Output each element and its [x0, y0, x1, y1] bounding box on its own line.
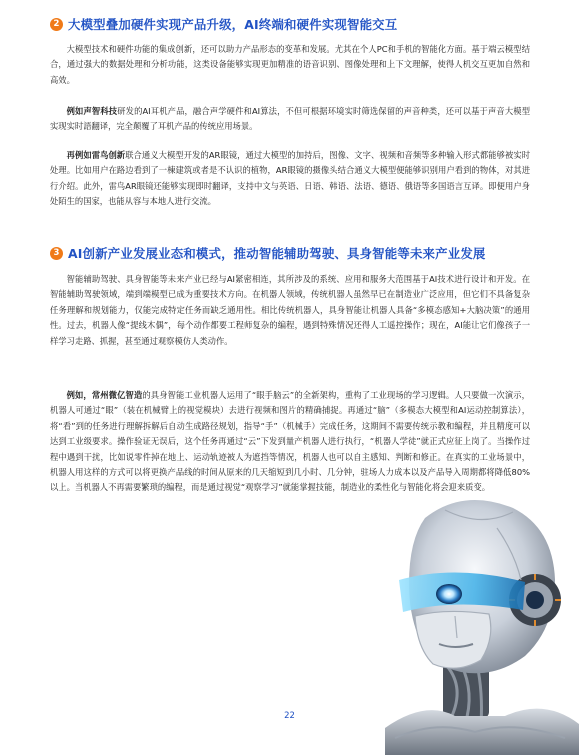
paragraph-text: 智能辅助驾驶、具身智能等未来产业已经与AI紧密相连，其所涉及的系统、应用和服务大范围基于AI技术进行设计和开发。在智能辅助驾驶领域，端到端模型已成为重要技术方向。在机器人领域，传统机器人虽然早已在制造业广泛应用，但它们不具备复杂任务理解和规划能力，仅能完成特定任务而缺乏通用性。相比传统机器人，具身智能让机器人具备“多模态感知+大脑决策”的通用性。过去，机器人像“提线木偶”，每个动作都要工程师复杂的编程，遇到特殊情况还得人工遥控操作；现在，AI能让它们像孩子一样学习走路、抓握，甚至通过观察模仿人类动作。: [50, 274, 530, 346]
paragraph-text: 联合通义大模型开发的AR眼镜，通过大模型的加持后，图像、文字、视频和音频等多种输入形式都能够被实时处理。比如用户在路边看到了一棟建筑或者是不认识的植物，AR眼镜的摄像头结合通义大模型便能够识别用户看到的物体，对其进行介绍。此外，雷鸟AR眼镜还能够实现即时翻译，支持中文与英语、日语、韩语、法语、德语、俄语等多国语言互译。即便用户身处陌生的国家，也能从容与本地人进行交流。: [50, 150, 530, 207]
paragraph-text: 大模型技术和硬件功能的集成创新，还可以助力产品形态的变革和发展。尤其在个人PC和手机的智能化方面。基于端云模型结合，通过强大的数据处理和分析功能，这类设备能够实现更加精准的语音识别、图像处理和上下文理解，使得人机交互更加自然和高效。: [50, 44, 530, 85]
section-3-title: AI创新产业发展业态和模式，推动智能辅助驾驶、具身智能等未来产业发展: [68, 246, 486, 261]
section-2-paragraph-2: [50, 104, 530, 135]
highlight-company: 例如，常州微亿智造: [66, 390, 143, 400]
section-3-heading: [50, 244, 486, 262]
highlight-company: 例如声智科技: [66, 106, 118, 116]
section-2-heading: [50, 15, 397, 33]
highlight-company: 再例如雷鸟创新: [66, 150, 126, 160]
section-number-badge: 3: [50, 247, 63, 260]
section-2-paragraph-1: [50, 42, 530, 88]
section-2-paragraph-3: [50, 148, 530, 210]
section-3-paragraph-2: [50, 388, 530, 496]
section-number-badge: 2: [50, 18, 63, 31]
page-number: 22: [284, 711, 295, 721]
section-2-title: 大模型叠加硬件实现产品升级，AI终端和硬件实现智能交互: [68, 17, 398, 32]
paragraph-text: 的具身智能工业机器人运用了“眼手脑云”的全新架构，重构了工业现场的学习逻辑。人只要做一次演示，机器人可通过“眼”（装在机械臂上的视觉模块）去进行视频和图片的精确捕捉。再通过“脑”（多模态大模型和AI运动控制算法），将“看”到的任务进行理解拆解后自动生成路径规划，指导“手”（机械手）完成任务，这期间不需要传统示教和编程，并且精度可以达到工业级要求。操作验证无误后，这个任务再通过“云”下发到量产机器人进行执行，“机器人学徒”就正式应征上岗了。当操作过程中遇到干扰，比如说零件掉在地上、运动轨迹被人为遮挡等情况，机器人也可以自主感知、判断和修正。在真实的工业场景中，机器人用这样的方式可以将更换产品线的时间从原来的几天缩短到几小时、几分钟，驻场人力成本以及产品导入周期都将降低80%以上。当机器人不再需要繁琐的编程，而是通过视觉“观察学习”就能掌握技能，制造业的柔性化与智能化将会迎来质变。: [50, 390, 530, 493]
section-3-paragraph-1: [50, 272, 530, 349]
paragraph-text: 研发的AI耳机产品，融合声学硬件和AI算法，不但可根据环境实时筛选保留的声音种类，还可以基于声音大模型实现实时語翻译，完全颠覆了耳机产品的传统应用场景。: [50, 106, 530, 132]
